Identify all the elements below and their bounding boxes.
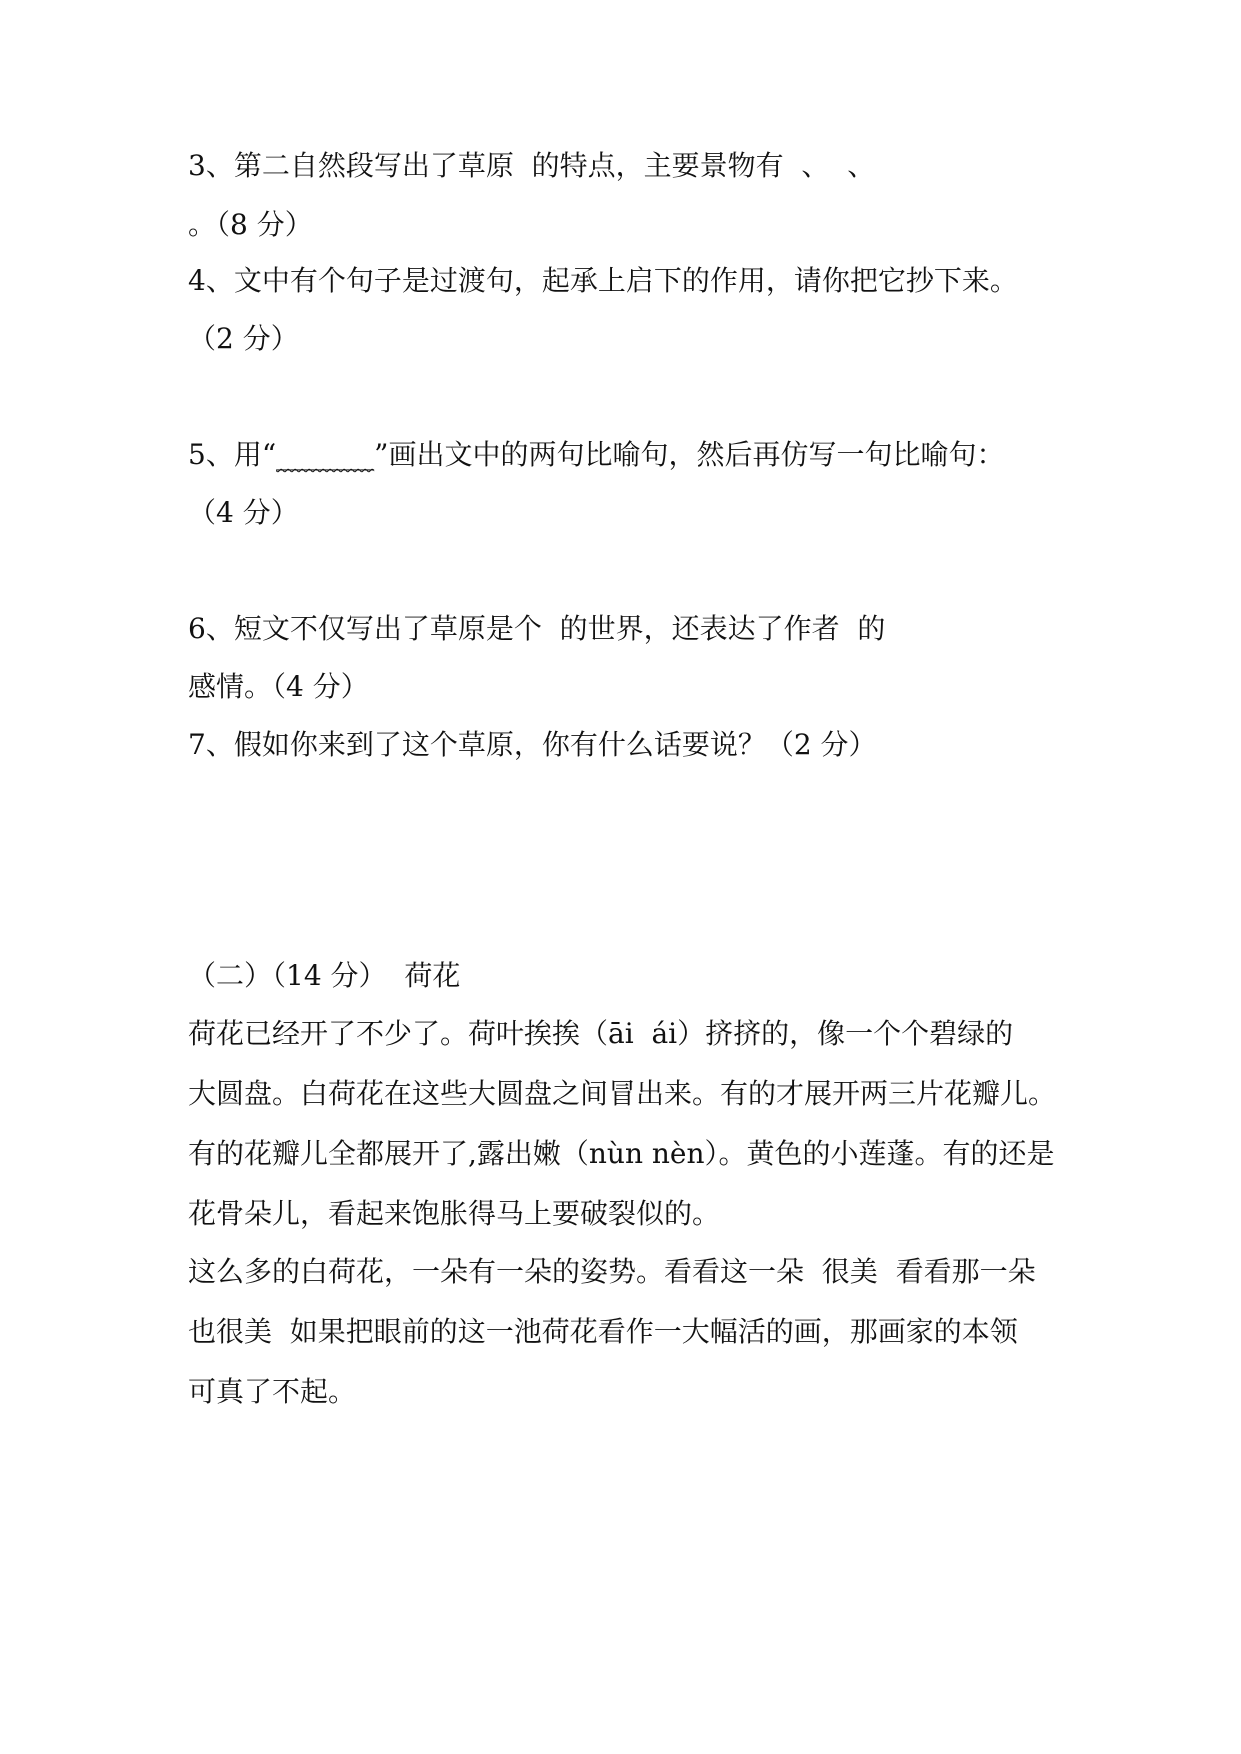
question-4-line-2: （2 分） bbox=[188, 322, 299, 355]
question-3-line-2: 。（8 分） bbox=[188, 208, 313, 241]
paragraph-2-line: 也很美 如果把眼前的这一池荷花看作一大幅活的画，那画家的本领 bbox=[188, 1315, 1018, 1348]
paragraph-2-line: 这么多的白荷花，一朵有一朵的姿势。看看这一朵 很美 看看那一朵 bbox=[188, 1255, 1036, 1288]
paragraph-1-line: 有的花瓣儿全都展开了,露出嫩（nùn nèn）。黄色的小莲蓬。有的还是 bbox=[188, 1137, 1055, 1170]
paragraph-1-line: 荷花已经开了不少了。荷叶挨挨（āi ái）挤挤的，像一个个碧绿的 bbox=[188, 1017, 1014, 1050]
question-5-prefix: 5、用“ bbox=[188, 438, 277, 471]
wavy-underline-mark: _______ bbox=[276, 438, 375, 471]
question-7-line-1: 7、假如你来到了这个草原，你有什么话要说？（2 分） bbox=[188, 728, 877, 761]
section-2-heading: （二）（14 分） 荷花 bbox=[188, 959, 461, 992]
question-5-suffix: ”画出文中的两句比喻句，然后再仿写一句比喻句： bbox=[374, 438, 1005, 471]
question-6-line-1: 6、短文不仅写出了草原是个 的世界，还表达了作者 的 bbox=[188, 612, 886, 645]
question-3-line-1: 3、第二自然段写出了草原 的特点，主要景物有 、 、 bbox=[188, 149, 876, 182]
paragraph-2-line: 可真了不起。 bbox=[188, 1375, 357, 1408]
paragraph-1-line: 大圆盘。白荷花在这些大圆盘之间冒出来。有的才展开两三片花瓣儿。 bbox=[188, 1077, 1057, 1110]
question-6-line-2: 感情。（4 分） bbox=[188, 670, 369, 703]
paragraph-1-line: 花骨朵儿，看起来饱胀得马上要破裂似的。 bbox=[188, 1197, 721, 1230]
question-5-line-1 bbox=[188, 437, 1004, 473]
question-4-line-1: 4、文中有个句子是过渡句，起承上启下的作用，请你把它抄下来。 bbox=[188, 264, 1018, 297]
question-5-line-2: （4 分） bbox=[188, 496, 299, 529]
